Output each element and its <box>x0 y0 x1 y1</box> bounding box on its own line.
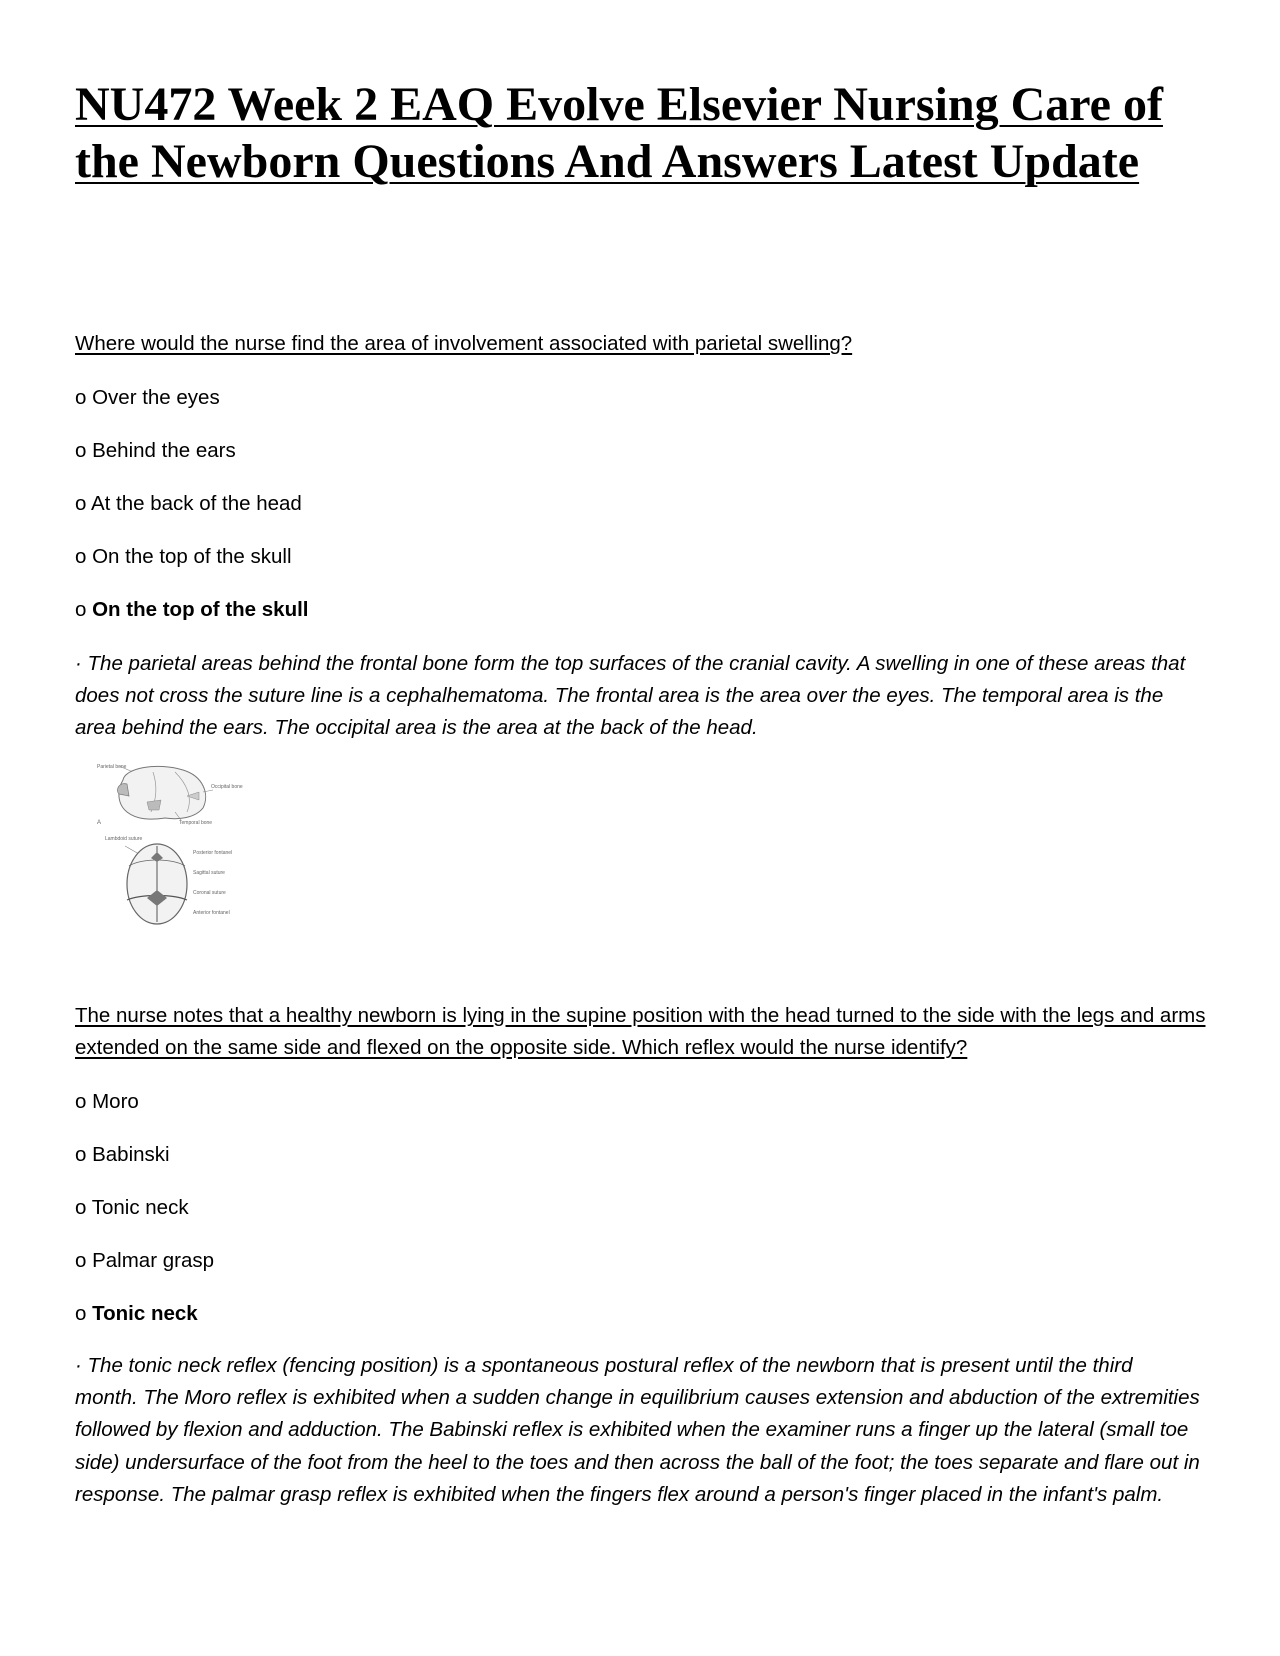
label-coronal-suture: Coronal suture <box>193 890 226 896</box>
q2-answer <box>75 1300 198 1328</box>
q1-option-1: o Over the eyes <box>75 386 220 409</box>
question-2: The nurse notes that a healthy newborn is lying in the supine position with the head turned to the side with the legs and arms extended on the same side and flexed on the opposite side. Which reflex would the nurse identify? <box>75 1004 1206 1059</box>
label-lambdoid-suture: Lambdoid suture <box>105 836 143 842</box>
q1-answer-prefix: o <box>75 598 93 621</box>
label-parietal-bone: Parietal bone <box>97 764 127 770</box>
q2-option-1: o Moro <box>75 1090 139 1113</box>
q2-option-2: o Babinski <box>75 1143 170 1166</box>
q1-answer-text: On the top of the skull <box>92 598 309 621</box>
question-1: Where would the nurse find the area of involvement associated with parietal swelling? <box>75 332 853 355</box>
q2-option-3: o Tonic neck <box>75 1196 189 1219</box>
q2-answer-prefix: o <box>75 1302 93 1325</box>
label-panel-a: A <box>97 820 102 826</box>
skull-diagram <box>95 762 255 930</box>
q2-explanation: · The tonic neck reflex (fencing position) is a spontaneous postural reflex of the newborn that is present until the third month. The Moro reflex is exhibited when a sudden change in equilibrium causes extension and abduction of the extremities followed by flexion and adduction. The Babinski reflex is exhibited when the examiner runs a finger up the lateral (small toe side) undersurface of the foot from the heel to the toes and then across the ball of the foot; the toes separate and flare out in response. The palmar grasp reflex is exhibited when the fingers flex around a person's finger placed in the infant's palm. <box>75 1354 1200 1506</box>
document-title: NU472 Week 2 EAQ Evolve Elsevier Nursing Care of the Newborn Questions And Answers Latest Update <box>75 78 1163 188</box>
q1-answer <box>75 596 309 624</box>
q1-option-4: o On the top of the skull <box>75 545 292 568</box>
label-temporal-bone: Temporal bone <box>179 820 213 826</box>
label-posterior-fontanel: Posterior fontanel <box>193 850 233 856</box>
q2-answer-text: Tonic neck <box>92 1302 198 1325</box>
q1-explanation: · The parietal areas behind the frontal bone form the top surfaces of the cranial cavity. A swelling in one of these areas that does not cross the suture line is a cephalhematoma. The frontal area is the area over the eyes. The temporal area is the area behind the ears. The occipital area is the area at the back of the head. <box>75 652 1186 740</box>
label-sagittal-suture: Sagittal suture <box>193 870 225 876</box>
q1-option-3: o At the back of the head <box>75 492 302 515</box>
q2-option-4: o Palmar grasp <box>75 1249 215 1272</box>
q1-option-2: o Behind the ears <box>75 439 236 462</box>
label-anterior-fontanel: Anterior fontanel <box>193 910 230 916</box>
label-occipital-bone: Occipital bone <box>211 784 243 790</box>
